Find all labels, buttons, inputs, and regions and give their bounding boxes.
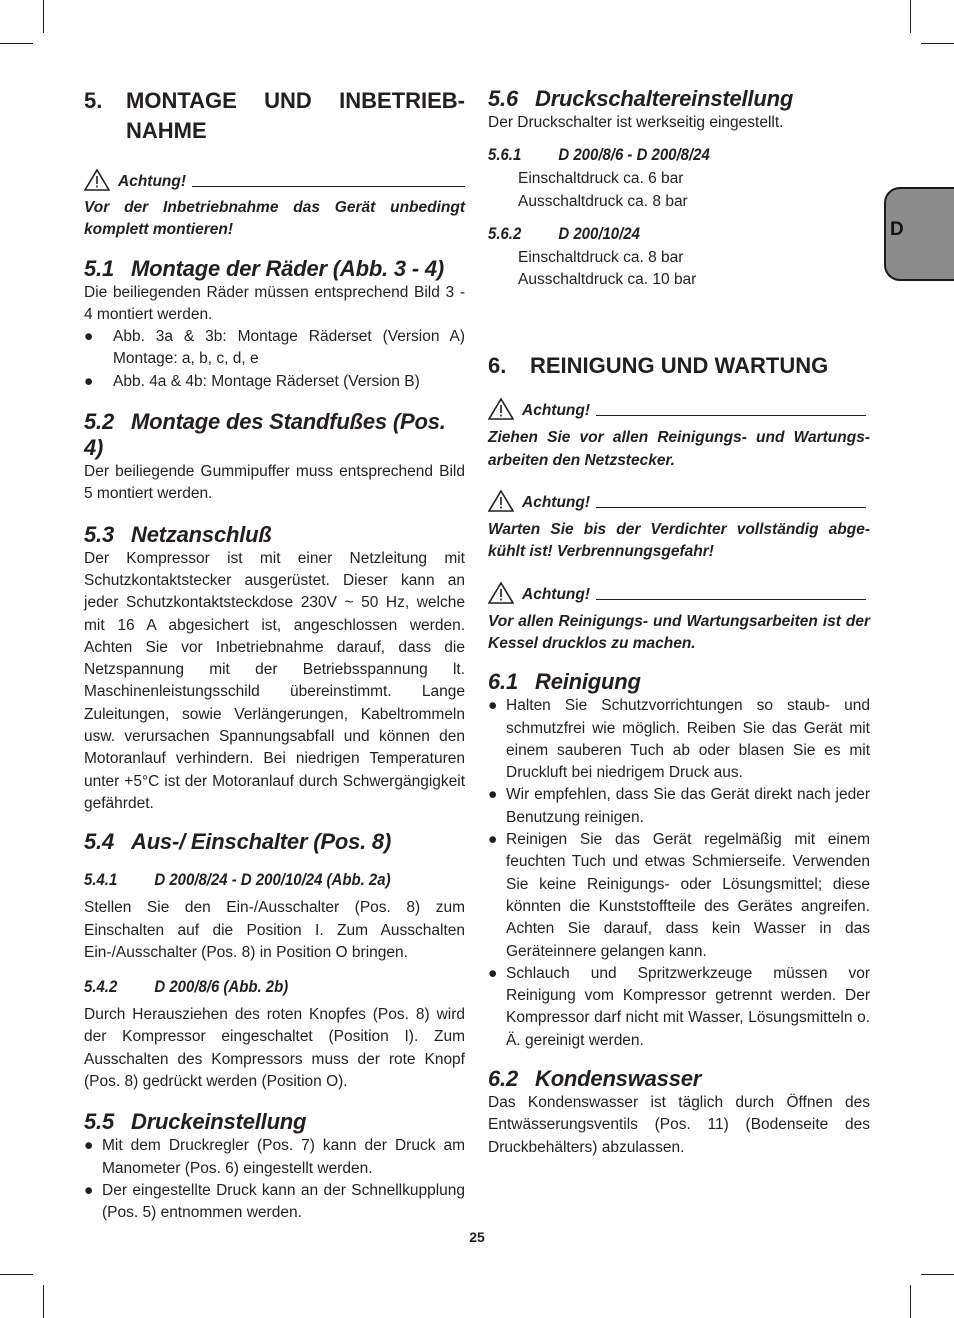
pressure-on-text: Einschaltdruck ca. 6 bar — [518, 170, 684, 188]
section-5-4-heading — [84, 829, 465, 855]
section-number: 5.6 — [488, 86, 518, 111]
list-item-text: Halten Sie Schutzvorrichtungen so staub- und schmutzfrei wie möglich. Reiben Sie das Gerät mit einem sauberen Tuch ab oder blasen Sie es mit Druckluft bei niedrigem Druck aus. — [506, 697, 870, 782]
pressure-off-text: Ausschaltdruck ca. 8 bar — [518, 192, 688, 210]
section-5-2-heading — [84, 409, 465, 461]
list-item-text: Reinigen Sie das Gerät regelmäßig mit einem feuchten Tuch und etwas Schmierseife. Verwenden Sie keine Reinigungs- oder Lösungsmittel; diese könnten die Kunststoffteile des Gerätes angreifen. Achten Sie darauf, dass kein Wasser in das Geräteinnere gelangen kann. — [506, 831, 870, 960]
warning-label: Achtung! — [522, 402, 591, 420]
crop-mark — [43, 0, 44, 33]
section-6-2-text: Das Kondenswasser ist täglich durch Öffnen des Entwässerungsventils (Pos. 11) (Bodenseite des Druckbehälters) abzulassen. — [488, 1094, 870, 1156]
crop-mark — [921, 1274, 954, 1275]
warning-triangle-icon — [488, 490, 514, 512]
section-title: Netzanschluß — [131, 521, 272, 547]
section-number: 6.2 — [488, 1066, 518, 1092]
warning-text: Warten Sie bis der Verdichter vollständig abge-kühlt ist! Verbrennungsgefahr! — [488, 521, 870, 561]
warning-line — [84, 165, 465, 191]
pressure-on-text: Einschaltdruck ca. 8 bar — [518, 248, 684, 266]
section-5-heading — [84, 86, 465, 146]
list-item-text: Schlauch und Spritzwerkzeuge müssen vor Reinigung vom Kompressor getrennt werden. Der Kompressor darf nicht mit Wasser, Lösungsmitteln o. Ä. gereinigt werden. — [506, 964, 870, 1049]
section-number: 5.3 — [84, 521, 114, 547]
section-title: MONTAGE UND INBETRIEB-NAHME — [126, 88, 465, 143]
list-item: ● Mit dem Druckregler (Pos. 7) kann der Druck am Manometer (Pos. 6) eingestellt werden. — [84, 1137, 465, 1177]
crop-mark — [0, 43, 33, 44]
list-item-text: Mit dem Druckregler (Pos. 7) kann der Druck am Manometer (Pos. 6) eingestellt werden. — [102, 1137, 465, 1177]
section-5-6-heading — [488, 86, 870, 112]
warning-line — [488, 394, 870, 420]
list-item-text: Der eingestellte Druck kann an der Schnellkupplung (Pos. 5) entnommen werden. — [102, 1181, 465, 1222]
section-number: 6. — [488, 353, 507, 379]
warning-label: Achtung! — [118, 173, 187, 190]
left-column — [84, 86, 465, 1225]
section-5-4-2-heading — [84, 976, 419, 998]
section-number: 5.5 — [84, 1109, 114, 1135]
warning-line — [488, 486, 870, 512]
section-title: Druckschaltereinstellung — [535, 86, 794, 111]
section-6-1-heading — [488, 669, 870, 695]
list-item-text: Abb. 3a & 3b: Montage Räderset (Version A) Montage: a, b, c, d, e — [113, 328, 465, 368]
section-5-4-2-text: Durch Herausziehen des roten Knopfes (Pos. 8) wird der Kompressor eingeschaltet (Position I). Zum Ausschalten des Kompressors muss der rote Knopf (Pos. 8) gedrückt werden (Position O). — [84, 1006, 465, 1091]
section-title: Druckeinstellung — [131, 1109, 307, 1135]
section-number: 5.4.1 — [84, 870, 118, 890]
section-5-5-heading — [84, 1109, 465, 1135]
section-title: Montage des Standfußes (Pos. 4) — [84, 409, 446, 461]
list-item: ● Abb. 4a & 4b: Montage Räderset (Version B) — [84, 372, 420, 390]
list-item: ● Schlauch und Spritzwerkzeuge müssen vor Reinigung vom Kompressor getrennt werden. Der Kompressor darf nicht mit Wasser, Lösungsmitteln o. Ä. gereinigt werden. — [488, 964, 870, 1049]
pressure-off-text: Ausschaltdruck ca. 10 bar — [518, 271, 697, 289]
section-title: Kondenswasser — [535, 1066, 702, 1092]
page-number: 25 — [469, 1229, 485, 1245]
section-5-3-text: Der Kompressor ist mit einer Netzleitung mit Schutzkontaktstecker ausgerüstet. Dieser kann an jeder Schutzkontaktsteckdose 230V ~ 50 Hz, welche mit 16 A abgesichert ist, angeschlossen werden. Achten Sie vor Inbetriebnahme darauf, dass die Netzspannung mit der Betriebsspannung lt. Maschinenleistungsschild übereinstimmt. Lange Zuleitungen, sowie Verlängerungen, Kabeltrommeln usw. verursachen Spannungsabfall und können den Motoranlauf verhindern. Bei niedrigen Temperaturen unter +5°C ist der Motoranlauf durch Schwergängigkeit gefährdet. — [84, 549, 465, 812]
section-number: 5.4 — [84, 829, 114, 855]
warning-rule — [596, 507, 866, 508]
section-6-heading — [488, 351, 870, 381]
crop-mark — [921, 43, 954, 44]
warning-rule — [596, 415, 866, 416]
section-title: Aus-/ Einschalter (Pos. 8) — [131, 829, 392, 855]
warning-triangle-icon — [488, 398, 514, 420]
warning-label: Achtung! — [522, 494, 591, 512]
section-title: D 200/10/24 — [558, 223, 640, 243]
warning-triangle-icon — [84, 169, 110, 191]
section-title: Reinigung — [535, 669, 641, 695]
section-title: REINIGUNG UND WARTUNG — [530, 353, 829, 379]
section-number: 5. — [84, 88, 103, 113]
crop-mark — [910, 0, 911, 33]
section-title: Montage der Räder (Abb. 3 - 4) — [131, 255, 445, 281]
warning-triangle-icon — [488, 582, 514, 604]
crop-mark — [910, 1285, 911, 1318]
list-item-text: Wir empfehlen, dass Sie das Gerät direkt nach jeder Benutzung reinigen. — [506, 786, 870, 826]
list-item: ● Reinigen Sie das Gerät regelmäßig mit einem feuchten Tuch und etwas Schmierseife. Verwenden Sie keine Reinigungs- oder Lösungsmittel; diese könnten die Kunststoffteile des Gerätes angreifen. Achten Sie darauf, dass kein Wasser in das Geräteinnere gelangen kann. — [488, 831, 870, 960]
section-5-6-2-heading — [488, 223, 824, 245]
crop-mark — [0, 1274, 33, 1275]
list-item: ● Abb. 3a & 3b: Montage Räderset (Version A) Montage: a, b, c, d, e — [84, 328, 465, 368]
section-number: 5.6.2 — [488, 223, 522, 243]
section-title: D 200/8/6 - D 200/8/24 — [558, 145, 710, 165]
section-5-3-heading — [84, 522, 465, 548]
section-title: D 200/8/24 - D 200/10/24 (Abb. 2a) — [154, 870, 391, 890]
section-number: 5.4.2 — [84, 977, 118, 997]
language-tab — [884, 187, 954, 281]
section-5-4-1-heading — [84, 869, 419, 891]
right-column — [488, 86, 870, 1159]
warning-rule — [192, 186, 465, 187]
section-5-1-heading — [84, 256, 465, 282]
section-number: 6.1 — [488, 669, 518, 695]
crop-mark — [43, 1285, 44, 1318]
section-6-2-heading — [488, 1066, 870, 1092]
warning-text: Ziehen Sie vor allen Reinigungs- und Wartungs-arbeiten den Netzstecker. — [488, 429, 870, 469]
warning-rule — [596, 599, 866, 600]
language-tab-label: D — [890, 219, 904, 240]
section-5-1-text: Die beiliegenden Räder müssen entsprechend Bild 3 - 4 montiert werden. — [84, 283, 465, 323]
list-item-text: Abb. 4a & 4b: Montage Räderset (Version B) — [113, 372, 420, 390]
section-number: 5.6.1 — [488, 145, 522, 165]
warning-text: Vor der Inbetriebnahme das Gerät unbedingt komplett montieren! — [84, 199, 465, 239]
section-5-6-text: Der Druckschalter ist werkseitig eingestellt. — [488, 114, 784, 131]
section-title: D 200/8/6 (Abb. 2b) — [154, 977, 289, 997]
section-number: 5.1 — [84, 255, 114, 281]
section-5-2-text: Der beiliegende Gummipuffer muss entsprechend Bild 5 montiert werden. — [84, 463, 465, 503]
list-item: ● Halten Sie Schutzvorrichtungen so staub- und schmutzfrei wie möglich. Reiben Sie das Gerät mit einem sauberen Tuch ab oder blasen Sie es mit Druckluft bei niedrigem Druck aus. — [488, 697, 870, 782]
section-number: 5.2 — [84, 409, 114, 435]
warning-line — [488, 578, 870, 604]
section-5-4-1-text: Stellen Sie den Ein-/Ausschalter (Pos. 8) zum Einschalten auf die Position I. Zum Ausschalten Ein-/Ausschalter (Pos. 8) in Position O bringen. — [84, 899, 465, 961]
warning-text: Vor allen Reinigungs- und Wartungsarbeiten ist der Kessel drucklos zu machen. — [488, 612, 870, 652]
list-item: ● Wir empfehlen, dass Sie das Gerät direkt nach jeder Benutzung reinigen. — [488, 786, 870, 826]
list-item: ● Der eingestellte Druck kann an der Schnellkupplung (Pos. 5) entnommen werden. — [84, 1181, 465, 1222]
section-5-6-1-heading — [488, 144, 824, 166]
warning-label: Achtung! — [522, 585, 591, 603]
